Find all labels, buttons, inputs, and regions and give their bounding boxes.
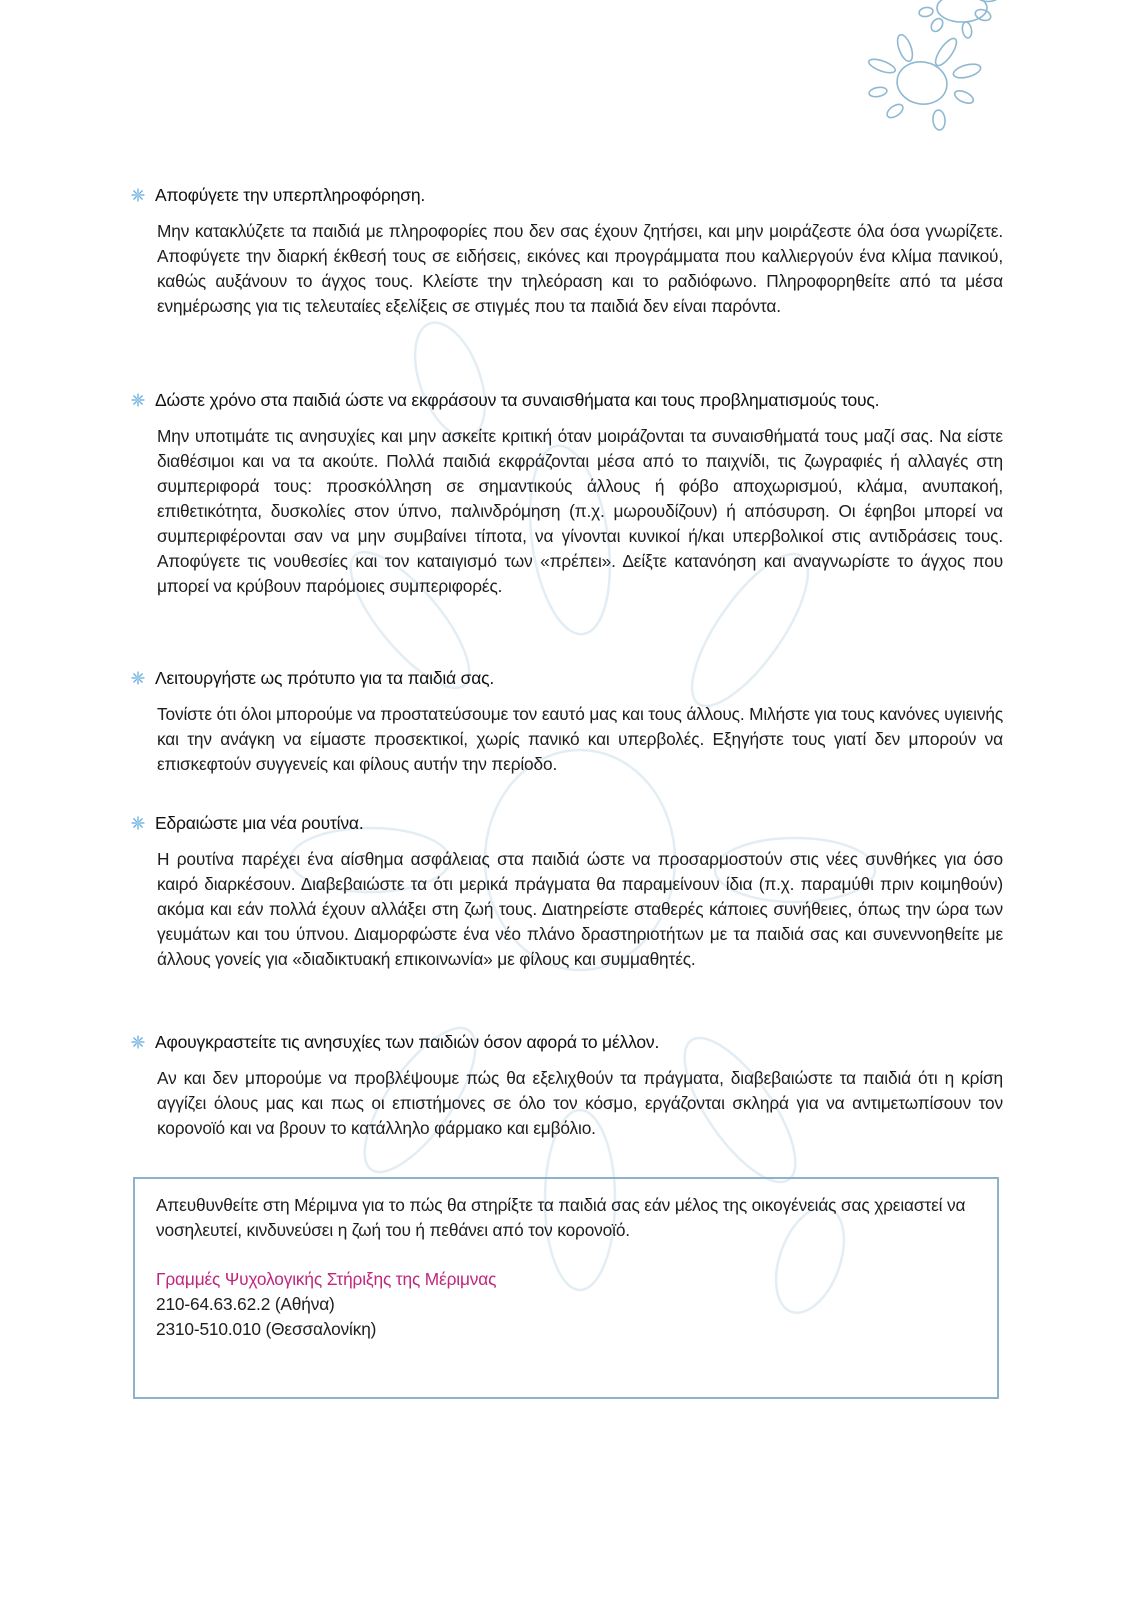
section-body: Τονίστε ότι όλοι μπορούμε να προστατεύσουμε τον εαυτό μας και τους άλλους. Μιλήστε για τους κανόνες υγιεινής και την ανάγκη να είμαστε προσεκτικοί, χωρίς πανικό και υπερβολές. Εξηγήστε τους γιατί δεν μπορούν να επισκεφτούν συγγενείς και φίλους αυτήν την περίοδο. <box>157 704 1003 774</box>
helpline-title: Γραμμές Ψυχολογικής Στήριξης της Μέριμνας <box>156 1269 497 1289</box>
info-box-text: Απευθυνθείτε στη Μέριμνα για το πώς θα στηρίξτε τα παιδιά σας εάν μέλος της οικογένειάς σας χρειαστεί να νοσηλευτεί, κινδυνεύσει η ζωή του ή πεθάνει από τον κορονοϊό. <box>156 1195 966 1240</box>
sparkle-bullet-icon <box>131 1035 145 1049</box>
sun-outline-icon <box>840 0 1020 140</box>
section-heading <box>133 666 1003 690</box>
section-heading-text: Αποφύγετε την υπερπληροφόρηση. <box>155 184 426 205</box>
section-give-time-to-express <box>133 388 1003 599</box>
section-body: Μην υποτιμάτε τις ανησυχίες και μην ασκείτε κριτική όταν μοιράζονται τα συναισθήματά τους μαζί σας. Να είστε διαθέσιμοι και να τα ακούτε. Πολλά παιδιά εκφράζονται μέσα από το παιχνίδι, τις ζωγραφιές ή αλλαγές στη συμπεριφορά τους: προσκόλληση σε σημαντικούς άλλους ή φόβο αποχωρισμού, κλάμα, ανυπακοή, επιθετικότητα, δυσκολίες στον ύπνο, παλινδρόμηση (π.χ. μωρουδίζουν) ή απόσυρση. Οι έφηβοι μπορεί να συμπεριφέρονται σαν να μην συμβαίνει τίποτα, να γίνονται κυνικοί ή/και υπερβολικοί στις αντιδράσεις τους. Αποφύγετε τις νουθεσίες και τον καταιγισμό των «πρέπει». Δείξτε κατανόηση και αναγνωρίστε το άγχος που μπορεί να κρύβουν παρόμοιες συμπεριφορές. <box>157 426 1003 596</box>
sparkle-bullet-icon <box>131 816 145 830</box>
section-heading-text: Δώστε χρόνο στα παιδιά ώστε να εκφράσουν τα συναισθήματα και τους προβληματισμούς τους. <box>155 389 880 410</box>
sparkle-bullet-icon <box>131 393 145 407</box>
section-heading <box>133 1030 1003 1054</box>
sparkle-bullet-icon <box>131 188 145 202</box>
section-new-routine <box>133 811 1003 972</box>
section-body: Η ρουτίνα παρέχει ένα αίσθημα ασφάλειας στα παιδιά ώστε να προσαρμοστούν στις νέες συνθήκες για όσο καιρό διαρκέσουν. Διαβεβαιώστε τα ότι μερικά πράγματα θα παραμείνουν ίδια (π.χ. παραμύθι πριν κοιμηθούν) ακόμα και εάν πολλά έχουν αλλάξει στη ζωή τους. Διατηρείστε σταθερές κάποιες συνήθειες, όπως την ώρα των γευμάτων και του ύπνου. Διαμορφώστε ένα νέο πλάνο δραστηριοτήτων με τα παιδιά σας και συνεννοηθείτε με άλλους γονείς για «διαδικτυακή επικοινωνία» με φίλους και συμμαθητές. <box>157 849 1003 969</box>
section-heading-text: Αφουγκραστείτε τις ανησυχίες των παιδιών όσον αφορά το μέλλον. <box>155 1031 660 1052</box>
section-heading-text: Λειτουργήστε ως πρότυπο για τα παιδιά σας. <box>155 667 495 688</box>
phone-thessaloniki[interactable]: 2310-510.010 (Θεσσαλονίκη) <box>156 1319 377 1339</box>
section-heading <box>133 388 1003 412</box>
section-body: Αν και δεν μπορούμε να προβλέψουμε πώς θα εξελιχθούν τα πράγματα, διαβεβαιώστε τα παιδιά ότι η κρίση αγγίζει όλους μας και πως οι επιστήμονες σε όλο τον κόσμο, εργάζονται σκληρά για να αντιμετωπίσουν τον κορονοϊό και να βρουν το κατάλληλο φάρμακο και εμβόλιο. <box>157 1068 1003 1138</box>
section-heading <box>133 811 1003 835</box>
section-heading-text: Εδραιώστε μια νέα ρουτίνα. <box>155 812 364 833</box>
section-future-concerns <box>133 1030 1003 1141</box>
section-heading <box>133 183 1003 207</box>
phone-athens[interactable]: 210-64.63.62.2 (Αθήνα) <box>156 1294 335 1314</box>
sparkle-bullet-icon <box>131 671 145 685</box>
section-body: Μην κατακλύζετε τα παιδιά με πληροφορίες που δεν σας έχουν ζητήσει, και μην μοιράζεστε όλα όσα γνωρίζετε. Αποφύγετε την διαρκή έκθεσή τους σε ειδήσεις, εικόνες και προγράμματα που καλλιεργούν ένα κλίμα πανικού, καθώς αυξάνουν το άγχος τους. Κλείστε την τηλεόραση και το ραδιόφωνο. Πληροφορηθείτε από τα μέσα ενημέρωσης για τις τελευταίες εξελίξεις σε στιγμές που τα παιδιά δεν είναι παρόντα. <box>157 221 1003 316</box>
section-avoid-overinformation <box>133 183 1003 319</box>
section-be-role-model <box>133 666 1003 777</box>
helpline-info-box <box>133 1177 999 1399</box>
